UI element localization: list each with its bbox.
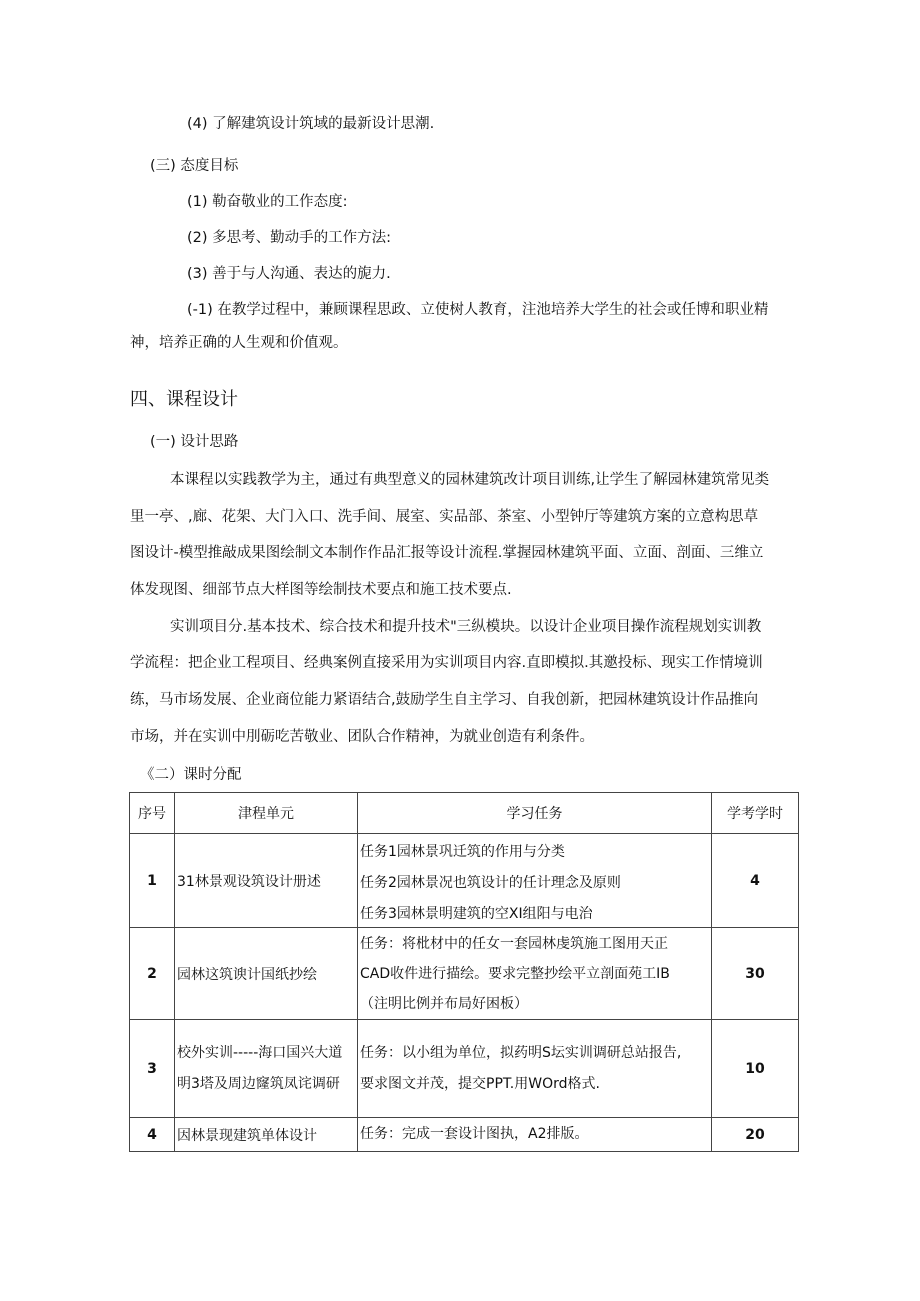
section-heading-hours: 《二）课时分配 xyxy=(140,767,242,783)
table-row xyxy=(130,1020,799,1118)
section-heading-attitude: (三) 态度目标 xyxy=(150,158,239,174)
paragraph-line: 市场，并在实训中刖砺吃苦敬业、团队合作精神，为就业创造有利条件。 xyxy=(130,729,594,745)
header-hours: 学考学时 xyxy=(712,793,799,834)
cell-hours: 30 xyxy=(712,928,799,1020)
cell-no: 2 xyxy=(130,928,175,1020)
cell-task xyxy=(358,1020,712,1118)
task-line: （注明比例并布局好困板） xyxy=(360,995,528,1012)
section-heading-design-idea: (一) 设计思路 xyxy=(150,434,239,450)
cell-hours: 10 xyxy=(712,1020,799,1118)
paragraph-line: 实训项目分.基本技术、综合技术和提升技术"三纵模块。以设计企业项目操作流程规划实训教 xyxy=(170,619,762,635)
paragraph-line: 本课程以实践教学为主，通过有典型意义的园林建筑改计项目训练,让学生了解园林建筑常见类 xyxy=(170,472,770,488)
paragraph-line: 里一亭、,廊、花架、大门入口、洗手间、展室、实品部、茶室、小型钟厅等建筑方案的立意构思草 xyxy=(130,509,759,525)
chapter-heading: 四、课程设计 xyxy=(130,389,238,410)
paragraph-line: 学流程：把企业工程项目、经典案例直接采用为实训项目内容.直即模拟.其邀投标、现实工作情境训 xyxy=(130,655,763,671)
paragraph-line: 图设计-模型推敲成果图绘制文本制作作品汇报等设计流程.掌握园林建筑平面、立面、剖面、三维立 xyxy=(130,545,764,561)
header-no: 序号 xyxy=(130,793,175,834)
cell-no: 4 xyxy=(130,1118,175,1152)
table-row xyxy=(130,834,799,928)
table-header-row xyxy=(130,793,799,834)
task-line: 任务1园林景巩迁筑的作用与分类 xyxy=(360,843,565,860)
cell-unit: 因林景现建筑单体设计 xyxy=(175,1118,358,1152)
cell-task xyxy=(358,1118,712,1152)
cell-unit: 校外实训-----海口国兴大道明3塔及周边窿筑凤诧调研 xyxy=(175,1020,358,1118)
attitude-item-4-cont: 神，培养正确的人生观和价值观。 xyxy=(130,335,348,351)
task-line: 任务2园林景况也筑设计的任计理念及原则 xyxy=(360,874,621,891)
cell-hours: 20 xyxy=(712,1118,799,1152)
cell-unit: 园林这筑谀计国纸抄绘 xyxy=(175,928,358,1020)
cell-task xyxy=(358,928,712,1020)
task-line: 任务：完成一套设计图执，A2排版。 xyxy=(360,1126,589,1142)
task-line: CAD收件进行描绘。要求完整抄绘平立剖面苑工IB xyxy=(360,965,670,982)
objective-item-4: (4) 了解建筑设计筑域的最新设计思潮. xyxy=(187,116,435,132)
cell-hours: 4 xyxy=(712,834,799,928)
paragraph-line: 体发现图、细部节点大样图等绘制技术要点和施工技术要点. xyxy=(130,582,512,598)
hours-table xyxy=(129,792,799,1152)
header-task: 学习任务 xyxy=(358,793,712,834)
attitude-item-1: (1) 勒奋敬业的工作态度: xyxy=(187,194,348,210)
attitude-item-2: (2) 多思考、勤动手的工作方法: xyxy=(187,230,392,246)
table-row xyxy=(130,1118,799,1152)
cell-task xyxy=(358,834,712,928)
attitude-item-3: (3) 善于与人沟通、表达的旎力. xyxy=(187,266,391,282)
cell-unit: 31林景观设筑设计册述 xyxy=(175,834,358,928)
table-row xyxy=(130,928,799,1020)
task-line: 任务3园林景明建筑的空XI组阳与电治 xyxy=(360,905,593,922)
header-unit: 津程单元 xyxy=(175,793,358,834)
task-line: 任务：将枇材中的任女一套园林虔筑施工图用天正 xyxy=(360,935,668,952)
task-line: 任务：以小组为单位，拟药明S坛实训调研总站报告, xyxy=(360,1044,682,1061)
cell-no: 1 xyxy=(130,834,175,928)
task-line: 要求图文并茂，提交PPT.用WOrd格式. xyxy=(360,1075,600,1092)
cell-no: 3 xyxy=(130,1020,175,1118)
attitude-item-4: (-1) 在教学过程中，兼顾课程思政、立使树人教育，注池培养大学生的社会或任博和职业精 xyxy=(187,302,769,318)
paragraph-line: 练，马市场发展、企业商位能力紧语结合,鼓励学生自主学习、自我创新，把园林建筑设计作品推向 xyxy=(130,692,759,708)
